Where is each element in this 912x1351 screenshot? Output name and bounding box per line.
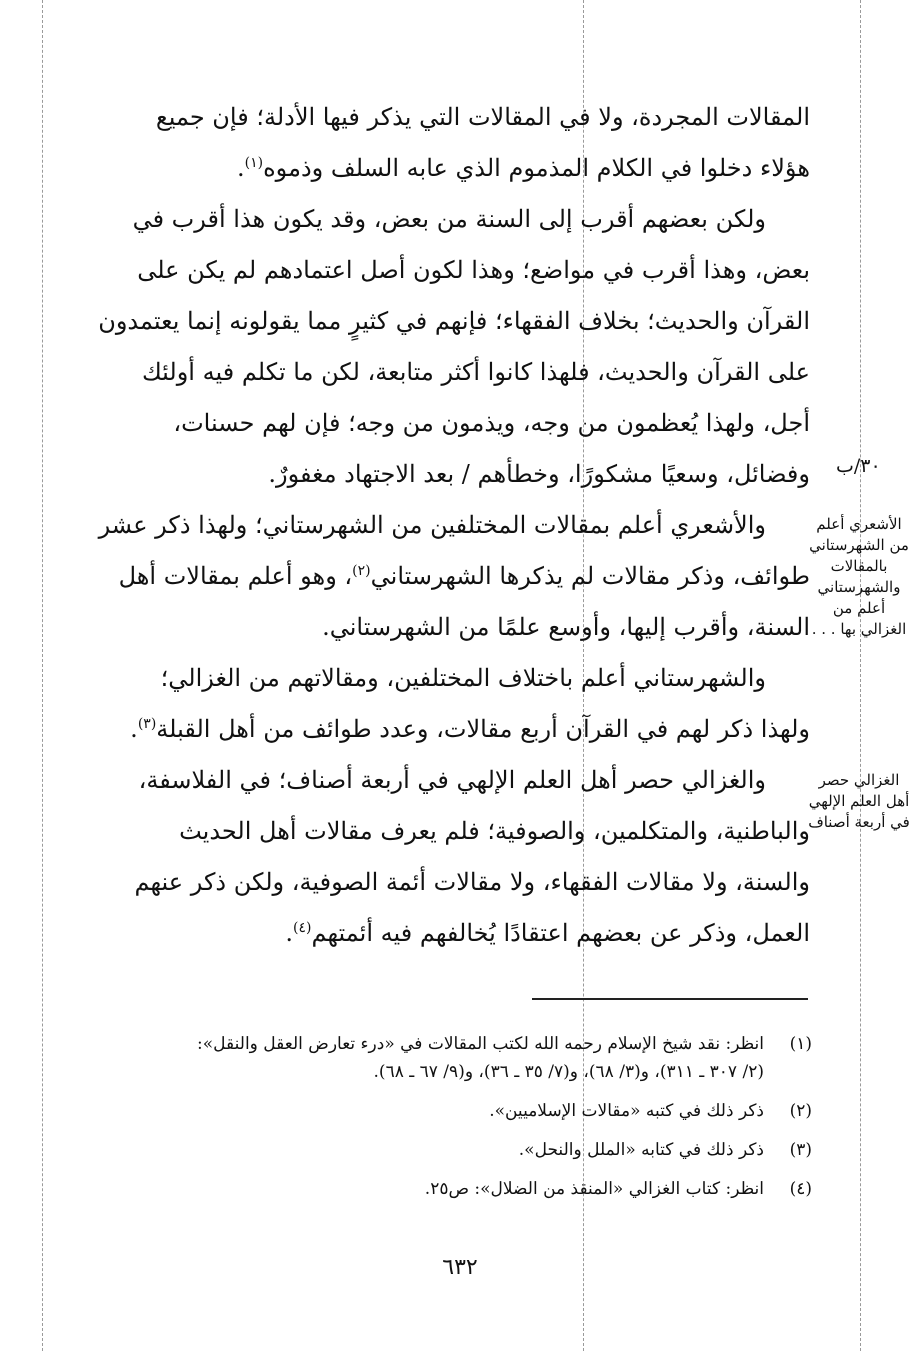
text-line: بعض، وهذا أقرب في مواضع؛ وهذا لكون أصل اعتمادهم لم يكن على xyxy=(137,256,810,284)
footnote-ref[interactable]: (١) xyxy=(244,155,264,171)
footnotes xyxy=(108,1030,812,1214)
footnote-number: (٢) xyxy=(789,1101,812,1121)
text-line: والأشعري أعلم بمقالات المختلفين من الشهرستاني؛ ولهذا ذكر عشر xyxy=(98,511,766,539)
footnote xyxy=(108,1097,812,1125)
margin-note-ashari: الأشعري أعلم من الشهرستاني بالمقالات والشهرستاني أعلم من الغزالي بها . . . xyxy=(809,515,909,638)
text-line: ولهذا ذكر لهم في القرآن أربع مقالات، وعدد طوائف من أهل القبلة$^{(٣)}$. xyxy=(130,715,810,743)
footnote-text-cont: (٢/ ٣٠٧ ـ ٣١١)، و(٣/ ٦٨)، و(٧/ ٣٥ ـ ٣٦)، و(٩/ ٦٧ ـ ٦٨). xyxy=(373,1062,764,1082)
text-line: والسنة، ولا مقالات الفقهاء، ولا مقالات أئمة الصوفية، ولكن ذكر عنهم xyxy=(134,868,810,896)
footnote-ref[interactable]: (٤) xyxy=(293,920,312,936)
footnote-number: (٣) xyxy=(789,1140,812,1160)
main-text xyxy=(92,92,810,959)
text-line: أجل، ولهذا يُعظمون من وجه، ويذمون من وجه؛ فإن لهم حسنات، xyxy=(173,409,810,437)
text-line: وفضائل، وسعيًا مشكورًا، وخطأهم / بعد الاجتهاد مغفورٌ. xyxy=(268,460,810,488)
footnote-separator xyxy=(532,998,808,1000)
footnote-number: (١) xyxy=(789,1034,812,1054)
text-line: هؤلاء دخلوا في الكلام المذموم الذي عابه السلف وذموه$^{(١)}$. xyxy=(237,154,810,182)
footnote-ref[interactable]: (٣) xyxy=(137,716,157,732)
footnote-text: انظر: نقد شيخ الإسلام رحمه الله لكتب المقالات في «درء تعارض العقل والنقل»: xyxy=(197,1034,764,1054)
footnote xyxy=(108,1030,812,1086)
text-line: والغزالي حصر أهل العلم الإلهي في أربعة أصناف؛ في الفلاسفة، xyxy=(138,766,766,794)
text-line: على القرآن والحديث، فلهذا كانوا أكثر متابعة، لكن ما تكلم فيه أولئك xyxy=(141,358,810,386)
margin-guide-left xyxy=(42,0,43,1351)
manuscript-page-ref: ٣٠/ب xyxy=(836,455,881,477)
footnote-number: (٤) xyxy=(789,1179,812,1199)
footnote-text: ذكر ذلك في كتبه «مقالات الإسلاميين». xyxy=(489,1101,764,1121)
text-line: والشهرستاني أعلم باختلاف المختلفين، ومقالاتهم من الغزالي؛ xyxy=(160,664,766,692)
footnote-ref[interactable]: (٢) xyxy=(352,563,371,579)
text-line: ولكن بعضهم أقرب إلى السنة من بعض، وقد يكون هذا أقرب في xyxy=(132,205,766,233)
text-line: القرآن والحديث؛ بخلاف الفقهاء؛ فإنهم في كثيرٍ مما يقولونه إنما يعتمدون xyxy=(98,307,810,335)
footnote xyxy=(108,1136,812,1164)
footnote-text: ذكر ذلك في كتابه «الملل والنحل». xyxy=(518,1140,764,1160)
text-line: طوائف، وذكر مقالات لم يذكرها الشهرستاني$^{(٢)}$، وهو أعلم بمقالات أهل xyxy=(118,562,810,590)
margin-note-ghazali: الغزالي حصر أهل العلم الإلهي في أربعة أصناف xyxy=(808,771,910,831)
text-line: المقالات المجردة، ولا في المقالات التي يذكر فيها الأدلة؛ فإن جميع xyxy=(155,103,810,131)
footnote-text: انظر: كتاب الغزالي «المنقذ من الضلال»: ص٢٥. xyxy=(424,1179,764,1199)
margin-guide-right xyxy=(860,0,861,1351)
text-line: السنة، وأقرب إليها، وأوسع علمًا من الشهرستاني. xyxy=(322,613,810,641)
text-line: والباطنية، والمتكلمين، والصوفية؛ فلم يعرف مقالات أهل الحديث xyxy=(179,817,810,845)
footnote xyxy=(108,1175,812,1203)
text-line: العمل، وذكر عن بعضهم اعتقادًا يُخالفهم فيه أئمتهم$^{(٤)}$. xyxy=(285,919,810,947)
page-number: ٦٣٢ xyxy=(442,1255,478,1280)
